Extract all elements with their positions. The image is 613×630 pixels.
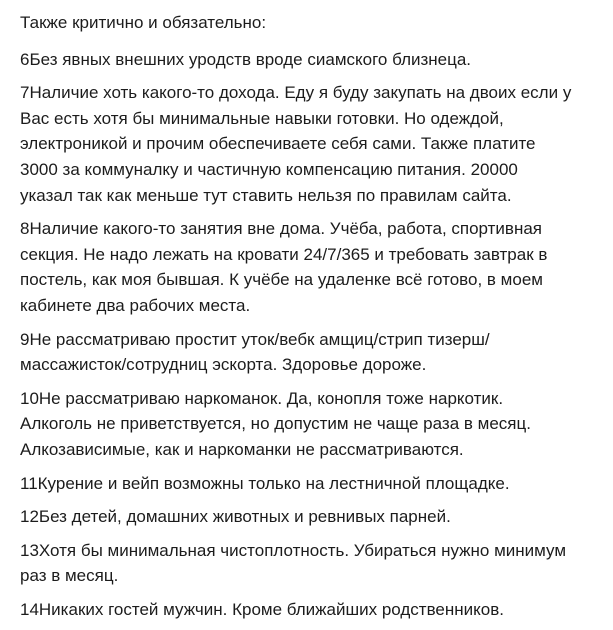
paragraph-item-13 (20, 538, 608, 589)
paragraph-line: массажисток/сотрудниц эскорта. Здоровье дороже. (20, 355, 427, 375)
paragraph-line: Вас есть хотя бы минимальные навыки готовки. Но одеждой, (20, 108, 504, 128)
paragraph-line: 7Наличие хоть какого-то дохода. Еду я буду закупать на двоих если у (20, 83, 572, 103)
paragraph-item-7 (20, 80, 608, 208)
paragraph-item-11 (20, 471, 608, 497)
paragraph-line: 9Не рассматриваю простит уток/вебк амщиц/стрип тизерш/ (20, 329, 490, 349)
document-body (20, 10, 608, 630)
paragraph-line: раз в месяц. (20, 566, 119, 586)
paragraph-item-10 (20, 386, 608, 463)
paragraph-line: электроникой и прочим обеспечиваете себя сами. Также платите (20, 134, 536, 154)
paragraph-item-9 (20, 327, 608, 378)
paragraph-line: 14Никаких гостей мужчин. Кроме ближайших родственников. (20, 599, 504, 619)
paragraph-line: указал так как меньше тут ставить нельзя по правилам сайта. (20, 185, 512, 205)
paragraph-line: кабинете два рабочих места. (20, 295, 251, 315)
paragraph-line: 13Хотя бы минимальная чистоплотность. Убираться нужно минимум (20, 540, 567, 560)
paragraph-line: постель, как моя бывшая. К учёбе на удаленке всё готово, в моем (20, 270, 543, 290)
paragraph-line: секция. Не надо лежать на кровати 24/7/365 и требовать завтрак в (20, 244, 548, 264)
paragraph-line: 10Не рассматриваю наркоманок. Да, конопля тоже наркотик. (20, 388, 504, 408)
paragraph-item-12 (20, 504, 608, 530)
document-heading: Также критично и обязательно: (20, 13, 267, 32)
paragraph-line: 6Без явных внешних уродств вроде сиамского близнеца. (20, 49, 472, 69)
paragraph-line: 12Без детей, домашних животных и ревнивых парней. (20, 507, 451, 527)
paragraph-line: 11Курение и вейп возможны только на лестничной площадке. (20, 473, 510, 493)
paragraph-line: Алкозависимые, как и наркоманки не рассматриваются. (20, 439, 464, 459)
paragraph-item-8 (20, 216, 608, 318)
paragraph-item-6 (20, 47, 608, 73)
paragraph-line: Алкоголь не приветствуется, но допустим не чаще раза в месяц. (20, 414, 531, 434)
paragraph-line: 8Наличие какого-то занятия вне дома. Учёба, работа, спортивная (20, 219, 542, 239)
paragraph-line: 3000 за коммуналку и частичную компенсацию питания. 20000 (20, 159, 518, 179)
